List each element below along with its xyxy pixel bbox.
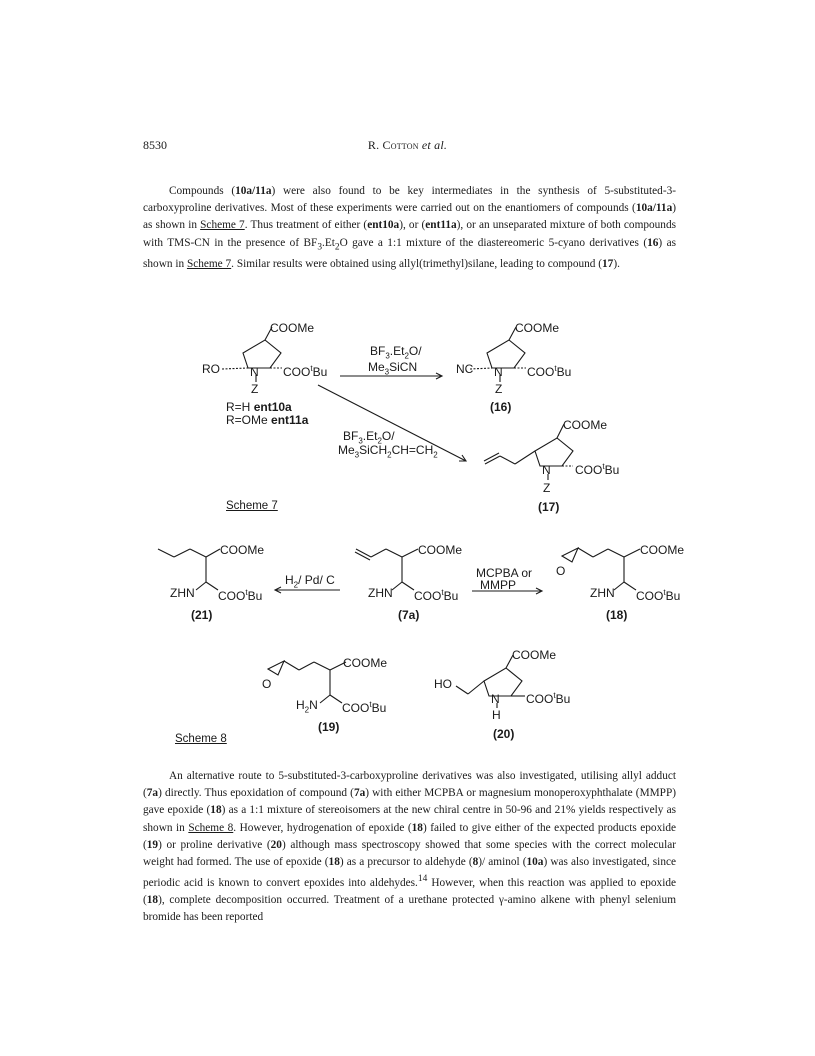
compound-ref: 19	[146, 838, 159, 851]
running-title-author: R. Cotton	[367, 138, 419, 152]
compound-number-7a: (7a)	[398, 608, 420, 622]
zhn-label: ZHN	[368, 586, 393, 600]
zhn-label: ZHN	[590, 586, 615, 600]
compound-number-16: (16)	[490, 400, 512, 414]
paragraph-intro: Compounds (10a/11a) were also found to be key intermediates in the synthesis of 5-substituted-3-carboxyproline derivatives. Most of these experiments were carried out on the enantiomers of compounds (10a/11a) as shown in Scheme 7. Thus treatment of either (ent10a), or (ent11a), or an unseparated mixture of both compounds with TMS-CN in the presence of $BF_3.Et_2O$ gave a 1:1 mixture of the diastereomeric 5-cyano derivatives (16) as shown in Scheme 7. Similar results were obtained using allyl(trimethyl)silane, leading to compound (17).	[143, 185, 676, 271]
skeleton-18	[562, 548, 640, 590]
page-number: 8530	[143, 138, 167, 152]
cooMe-label: COOMe	[418, 543, 463, 557]
compound-ref: 7a	[353, 787, 366, 800]
compound-ref: 10a/11a	[635, 202, 673, 215]
cooMe-label: COOMe	[640, 543, 685, 557]
nitrogen-label: N	[250, 365, 259, 379]
reagent-label: $BF_3.Et_2O/$	[343, 429, 395, 446]
compound-ref: ent11a	[425, 219, 457, 232]
oxygen-label: O	[262, 677, 272, 691]
ester-label: COO$^t$Bu	[283, 364, 328, 379]
ester-label: COO$^t$Bu	[414, 588, 459, 603]
reagent-label: MMPP	[480, 578, 516, 592]
compound-number-20: (20)	[493, 727, 515, 741]
cooMe-label: COOMe	[270, 321, 315, 335]
cooMe-label: COOMe	[563, 418, 608, 432]
scheme-link[interactable]: Scheme 7	[186, 258, 232, 271]
ho-label: HO	[434, 677, 452, 691]
ester-label: COO$^t$Bu	[636, 588, 681, 603]
compound-ref: 7a	[146, 787, 159, 800]
compound-ref: 10a	[526, 856, 544, 869]
r-definition-1: R=H ent10a	[226, 400, 292, 414]
ester-label: COO$^t$Bu	[526, 691, 571, 706]
compound-ref: 16	[647, 236, 659, 249]
scheme-8-caption: Scheme 8	[175, 733, 227, 745]
reagent-label: $Me_3SiCN$	[368, 360, 418, 377]
compound-ref: 18	[210, 804, 222, 817]
reagent-label: $Me_3SiCH_2CH=CH_2$	[338, 443, 438, 460]
h2n-label: $H_2N$	[296, 698, 318, 715]
z-label: Z	[543, 481, 551, 495]
pyrrolidine-ring-17	[484, 424, 573, 480]
ester-label: COO$^t$Bu	[218, 588, 263, 603]
ester-label: COO$^t$Bu	[575, 462, 620, 477]
ester-label: COO$^t$Bu	[527, 364, 572, 379]
compound-number-17: (17)	[538, 500, 560, 514]
compound-number-18: (18)	[606, 608, 628, 622]
reagent-label: MCPBA or	[476, 566, 533, 580]
z-label: Z	[495, 382, 503, 396]
cooMe-label: COOMe	[512, 648, 557, 662]
compound-ref: 20	[270, 838, 282, 851]
reagent-label: $H_2/$ Pd/ C	[285, 573, 335, 590]
zhn-label: ZHN	[170, 586, 195, 600]
paragraph-alternative-route: An alternative route to 5-substituted-3-carboxyproline derivatives was also investigated, utilising allyl adduct (7a) directly. Thus epoxidation of compound (7a) with either MCPBA or magnesium monoperoxyphthalate (MMPP) gave epoxide (18) as a 1:1 mixture of stereoisomers at the new chiral centre in 50-96 and 21% yields respectively as shown in Scheme 8. However, hydrogenation of epoxide (18) failed to give either of the expected products epoxide (19) or proline derivative (20) although mass spectroscopy showed that some species with the correct molecular weight had formed. The use of epoxide (18) as a precursor to aldehyde (8)/ aminol (10a) was also investigated, since periodic acid is known to convert epoxides into aldehydes.$^{14}$ However, when this reaction was applied to epoxide (18), complete decomposition occurred. Treatment of a urethane protected γ-amino alkene with phenyl selenium bromide has been reported	[143, 770, 677, 924]
compound-ref: 8	[472, 856, 479, 869]
compound-ref: 18	[411, 821, 423, 834]
hydrogen-label: H	[492, 708, 501, 722]
r-definition-2: R=OMe ent11a	[226, 413, 309, 427]
nitrogen-label: N	[542, 463, 551, 477]
compound-ref: 18	[146, 894, 159, 907]
reagent-label: $BF_3.Et_2O/$	[370, 344, 422, 361]
skeleton-19	[268, 661, 346, 703]
compound-number-21: (21)	[191, 608, 213, 622]
skeleton-21	[158, 549, 220, 590]
skeleton-7a	[355, 549, 418, 590]
compound-ref: 18	[328, 856, 340, 869]
running-title-etal: et al.	[418, 138, 448, 152]
cooMe-label: COOMe	[343, 656, 388, 670]
oxygen-label: O	[556, 564, 566, 578]
scheme-link[interactable]: Scheme 7	[200, 219, 245, 232]
cooMe-label: COOMe	[220, 543, 265, 557]
nitrogen-label: N	[494, 365, 503, 379]
compound-ref: 10a/11a	[235, 185, 272, 197]
scheme-7-caption: Scheme 7	[226, 500, 278, 512]
reference-superscript: 14	[417, 874, 428, 885]
z-label: Z	[251, 382, 259, 396]
compound-ref: 17	[602, 258, 614, 271]
ester-label: COO$^t$Bu	[342, 700, 387, 715]
nc-label: NC	[456, 362, 474, 376]
cooMe-label: COOMe	[515, 321, 560, 335]
scheme-link[interactable]: Scheme 8	[188, 821, 234, 834]
ro-label: RO	[202, 362, 220, 376]
compound-number-19: (19)	[318, 720, 340, 734]
compound-ref: ent10a	[367, 219, 400, 232]
nitrogen-label: N	[491, 692, 500, 706]
